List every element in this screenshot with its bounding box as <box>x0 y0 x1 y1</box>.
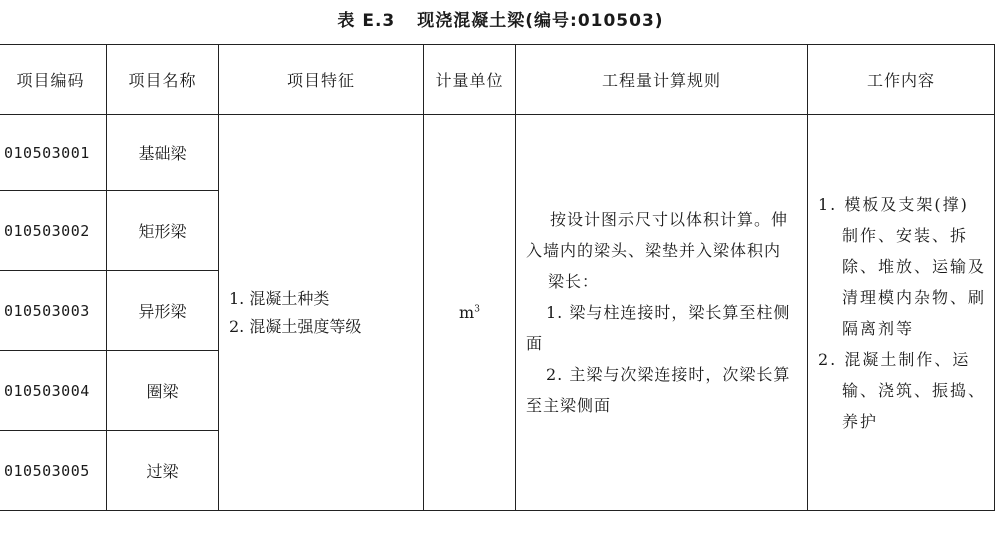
item-code: 010503004 <box>0 351 107 431</box>
feature-item: 2. 混凝土强度等级 <box>229 316 362 336</box>
unit-exponent: 3 <box>474 304 480 315</box>
header-name: 项目名称 <box>107 45 219 115</box>
item-name: 矩形梁 <box>107 191 219 271</box>
item-name: 圈梁 <box>107 351 219 431</box>
item-name: 异形梁 <box>107 271 219 351</box>
item-name: 过梁 <box>107 431 219 511</box>
item-code: 010503003 <box>0 271 107 351</box>
rules-cell <box>516 115 808 511</box>
feature-item: 1. 混凝土种类 <box>229 288 330 308</box>
item-code: 010503005 <box>0 431 107 511</box>
unit-cell <box>424 115 516 511</box>
header-work: 工作内容 <box>808 45 995 115</box>
table-number: 表 E.3 <box>337 11 396 31</box>
item-code: 010503002 <box>0 191 107 271</box>
header-rules: 工程量计算规则 <box>516 45 808 115</box>
features-cell <box>219 115 424 511</box>
header-unit: 计量单位 <box>424 45 516 115</box>
table-title: 现浇混凝土梁(编号:010503) <box>417 11 664 31</box>
unit-base: m <box>459 303 475 322</box>
spec-table <box>0 44 995 511</box>
header-code: 项目编码 <box>0 45 107 115</box>
rules-paragraph-4: 2. 主梁与次梁连接时，次梁长算至主梁侧面 <box>526 365 791 415</box>
header-row <box>0 45 995 115</box>
item-name: 基础梁 <box>107 115 219 191</box>
work-item: 2. 混凝土制作、运输、浇筑、振捣、养护 <box>818 349 987 431</box>
header-features: 项目特征 <box>219 45 424 115</box>
table-row <box>0 115 995 191</box>
rules-paragraph-2: 梁长： <box>548 272 600 291</box>
work-item: 1. 模板及支架(撑)制作、安装、拆除、堆放、运输及清理模内杂物、刷隔离剂等 <box>818 194 987 338</box>
table-caption <box>0 6 1001 31</box>
work-cell <box>808 115 995 511</box>
rules-paragraph-1: 按设计图示尺寸以体积计算。伸入墙内的梁头、梁垫并入梁体积内 <box>526 210 789 260</box>
item-code: 010503001 <box>0 115 107 191</box>
rules-paragraph-3: 1. 梁与柱连接时，梁长算至柱侧面 <box>526 303 791 353</box>
